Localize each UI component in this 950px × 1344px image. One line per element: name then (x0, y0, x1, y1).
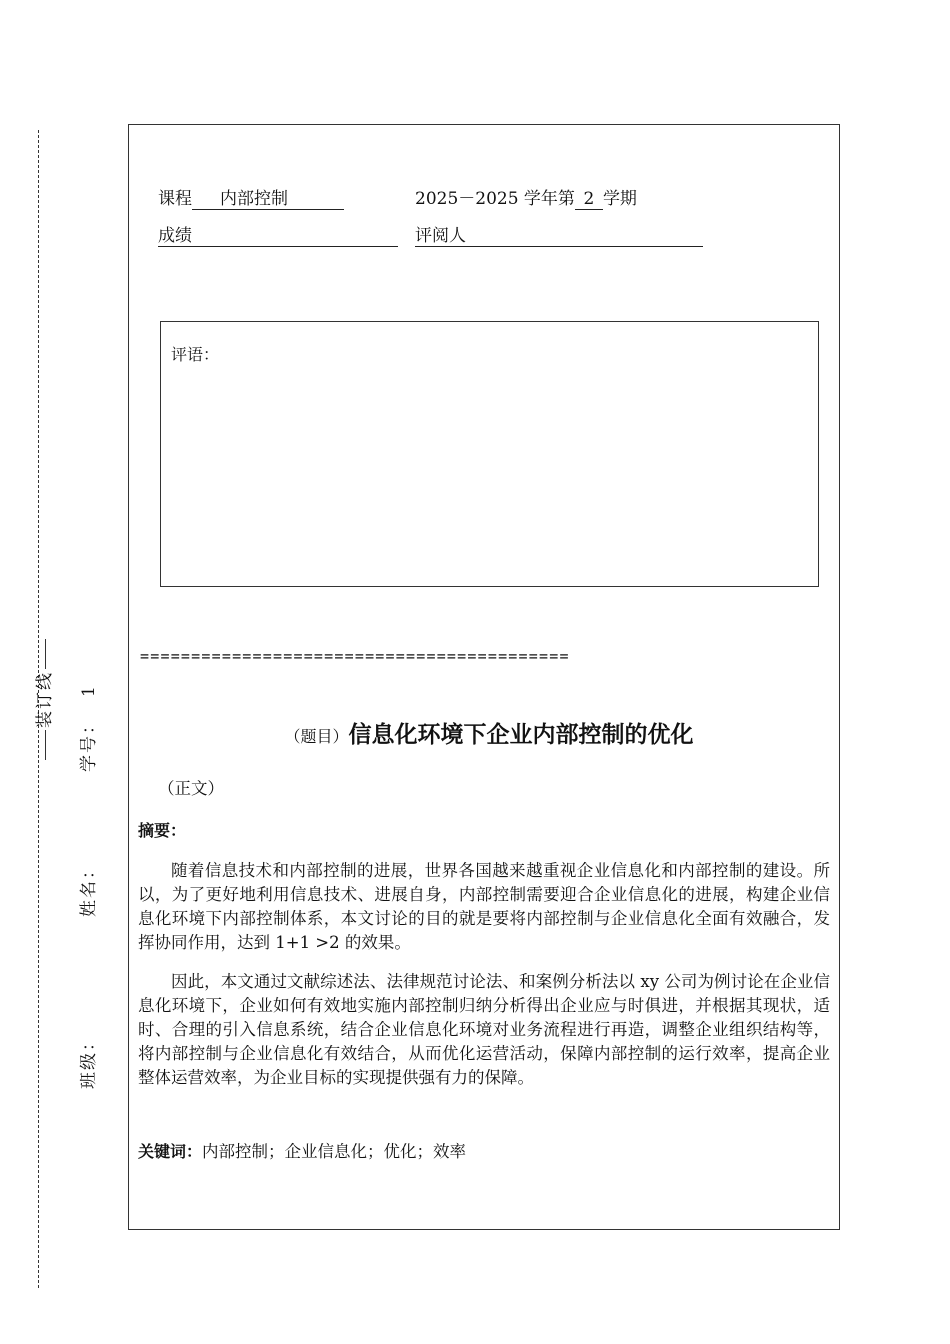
reviewer-field[interactable] (415, 227, 703, 247)
class-label: 班级： (79, 1032, 99, 1089)
keywords-value: 内部控制；企业信息化；优化；效率 (202, 1142, 467, 1161)
score-row (158, 226, 398, 247)
comment-box[interactable] (160, 321, 819, 587)
comment-label: 评语： (171, 345, 220, 364)
semester-suffix: 学期 (602, 189, 637, 209)
course-row (158, 184, 344, 210)
keywords-row (138, 1140, 830, 1164)
abstract-paragraph-2: 因此，本文通过文献综述法、法律规范讨论法、和案例分析法以 xy 公司为例讨论在企业信息化环境下，企业如何有效地实施内部控制归纳分析得出企业应与时俱进，并根据其现状，适时、合理的引入信息系统，结合企业信息化环境对业务流程进行再造，调整企业组织结构等，将内部控制与企业信息化有效结合，从而优化运营活动，保障内部控制的运行效率，提高企业整体运营效率，为企业目标的实现提供强有力的保障。 (138, 972, 830, 1087)
semester-field[interactable] (575, 190, 603, 210)
year-text: 2025－2025 学年第 (415, 189, 575, 209)
course-field[interactable] (192, 190, 344, 210)
name-label: 姓名： (79, 860, 99, 917)
keywords-label: 关键词： (138, 1142, 203, 1161)
body-marker: （正文） (158, 779, 224, 798)
student-id-value: 1 (79, 684, 99, 697)
separator-line: ========================================== (140, 647, 570, 665)
title-prefix: （题目） (284, 727, 349, 746)
reviewer-label: 评阅人 (415, 226, 466, 246)
semester-value: 2 (583, 189, 595, 209)
semester-row (415, 184, 637, 210)
abstract-label: 摘要： (138, 821, 187, 840)
course-value: 内部控制 (220, 189, 288, 209)
paper-title-row (140, 716, 838, 749)
score-label: 成绩 (158, 226, 192, 246)
course-label: 课程 (158, 189, 192, 209)
paper-title: 信息化环境下企业内部控制的优化 (348, 722, 694, 748)
score-field[interactable] (158, 227, 398, 247)
abstract-paragraph-1: 随着信息技术和内部控制的进展，世界各国越来越重视企业信息化和内部控制的建设。所以，为了更好地利用信息技术、进展自身，内部控制需要迎合企业信息化的进展，构建企业信息化环境下内部控制体系，本文讨论的目的就是要将内部控制与企业信息化全面有效融合，发挥协同作用，达到 1+1 >2 的效果。 (138, 861, 830, 952)
reviewer-row (415, 226, 703, 247)
student-id-label: 学号：1 (79, 684, 99, 772)
binding-line-label: 装订线 (30, 639, 55, 760)
